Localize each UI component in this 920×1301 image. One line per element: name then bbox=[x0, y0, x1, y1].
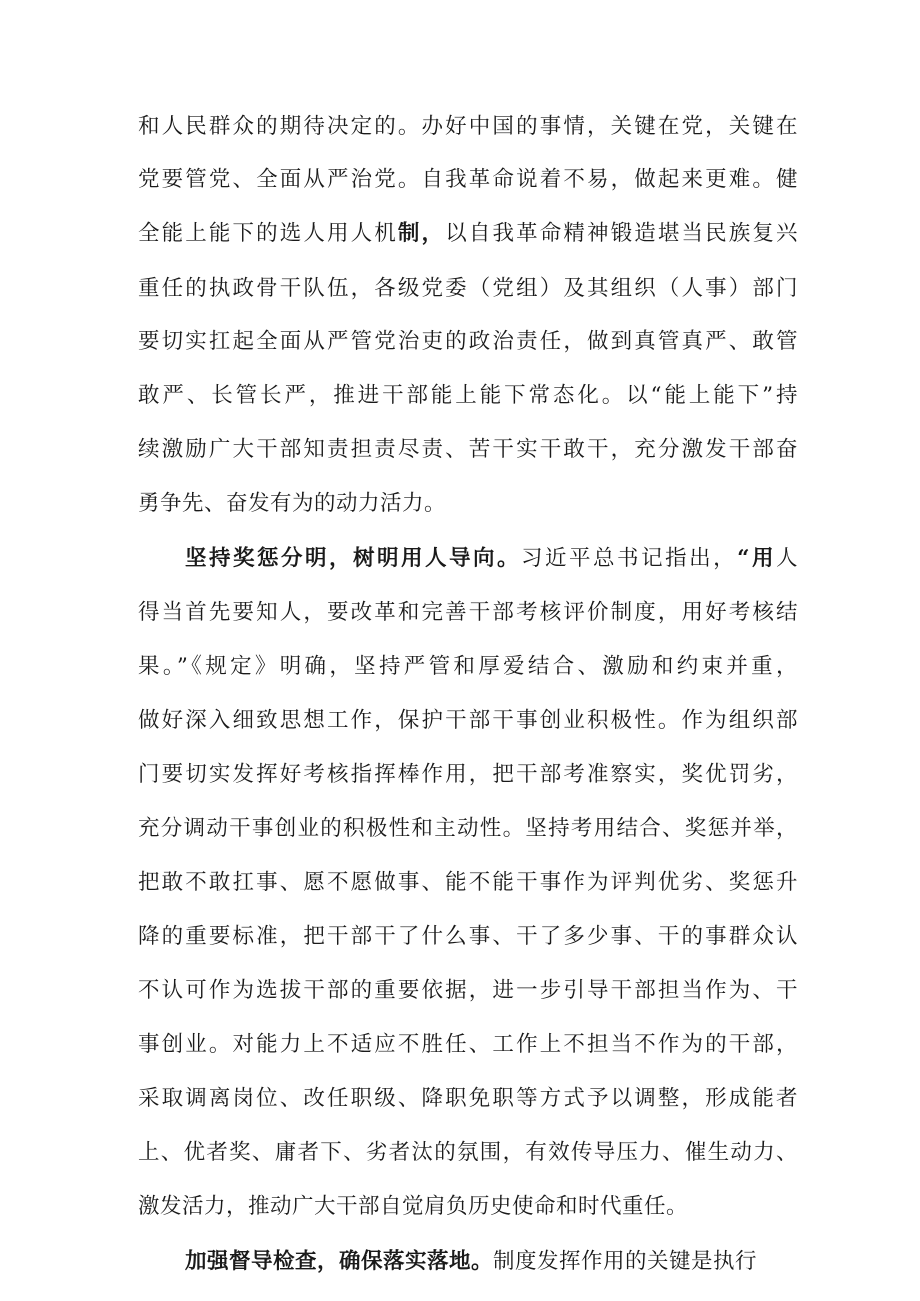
text-run: 上、优者奖、庸者下、劣者汰的氛围，有效传导压力、催生动力、 bbox=[138, 1140, 798, 1165]
text-run: 果。”《规定》明确，坚持严管和厚爱结合、激励和约束并重， bbox=[138, 654, 798, 679]
text-line bbox=[138, 707, 798, 735]
text-run: 全能上能下的选人用人机 bbox=[138, 221, 398, 246]
text-line bbox=[138, 328, 798, 356]
text-run: 降的重要标准，把干部干了什么事、干了多少事、干的事群众认 bbox=[138, 924, 798, 949]
text-run: 人 bbox=[775, 546, 798, 571]
text-run: 不认可作为选拔干部的重要依据，进一步引导干部担当作为、干 bbox=[138, 978, 798, 1003]
text-line bbox=[138, 599, 798, 627]
text-line bbox=[138, 436, 798, 464]
text-run: 做好深入细致思想工作，保护干部干事创业积极性。作为组织部 bbox=[138, 708, 798, 733]
text-line bbox=[138, 1139, 798, 1167]
text-run: 门要切实发挥好考核指挥棒作用，把干部考准察实，奖优罚劣， bbox=[138, 762, 798, 787]
text-line bbox=[138, 490, 798, 518]
text-line bbox=[138, 923, 798, 951]
text-line bbox=[138, 1031, 798, 1059]
text-line bbox=[138, 113, 798, 141]
text-run: 习近平总书记指出， bbox=[521, 546, 738, 571]
text-run: 续激励广大干部知责担责尽责、苦干实干敢干，充分激发干部奋 bbox=[138, 437, 798, 462]
text-run: 得当首先要知人，要改革和完善干部考核评价制度，用好考核结 bbox=[138, 600, 798, 625]
text-line bbox=[138, 1193, 798, 1221]
text-run: 要切实扛起全面从严管党治吏的政治责任，做到真管真严、敢管 bbox=[138, 329, 798, 354]
text-run: 重任的执政骨干队伍，各级党委（党组）及其组织（人事）部门 bbox=[138, 276, 798, 301]
bold-text-run: 制， bbox=[397, 221, 446, 246]
text-run: 和人民群众的期待决定的。办好中国的事情，关键在党，关键在 bbox=[138, 114, 798, 139]
text-line bbox=[138, 653, 798, 681]
text-line bbox=[138, 977, 798, 1005]
text-line bbox=[138, 220, 798, 248]
text-run: 把敢不敢扛事、愿不愿做事、能不能干事作为评判优劣、奖惩升 bbox=[138, 870, 798, 895]
text-run: 事创业。对能力上不适应不胜任、工作上不担当不作为的干部， bbox=[138, 1032, 798, 1057]
text-line bbox=[185, 1248, 798, 1276]
bold-text-run: 加强督导检查，确保落实落地。 bbox=[185, 1249, 494, 1274]
text-line bbox=[185, 545, 798, 573]
text-run: 充分调动干事创业的积极性和主动性。坚持考用结合、奖惩并举， bbox=[138, 816, 798, 841]
text-run: 激发活力，推动广大干部自觉肩负历史使命和时代重任。 bbox=[138, 1194, 689, 1219]
text-run: 敢严、长管长严，推进干部能上能下常态化。以“能上能下”持 bbox=[138, 383, 798, 408]
text-run: 勇争先、奋发有为的动力活力。 bbox=[138, 491, 447, 516]
text-run: 以自我革命精神锻造堪当民族复兴 bbox=[445, 221, 798, 246]
text-run: 制度发挥作用的关键是执行 bbox=[493, 1249, 758, 1274]
text-line bbox=[138, 275, 798, 303]
text-line bbox=[138, 166, 798, 194]
text-line bbox=[138, 815, 798, 843]
text-line bbox=[138, 1085, 798, 1113]
text-line bbox=[138, 869, 798, 897]
text-line bbox=[138, 761, 798, 789]
bold-text-run: 坚持奖惩分明，树明用人导向。 bbox=[185, 546, 522, 571]
bold-text-run: “用 bbox=[737, 546, 776, 571]
text-line bbox=[138, 382, 798, 410]
text-run: 采取调离岗位、改任职级、降职免职等方式予以调整，形成能者 bbox=[138, 1086, 798, 1111]
text-run: 党要管党、全面从严治党。自我革命说着不易，做起来更难。健 bbox=[138, 167, 798, 192]
